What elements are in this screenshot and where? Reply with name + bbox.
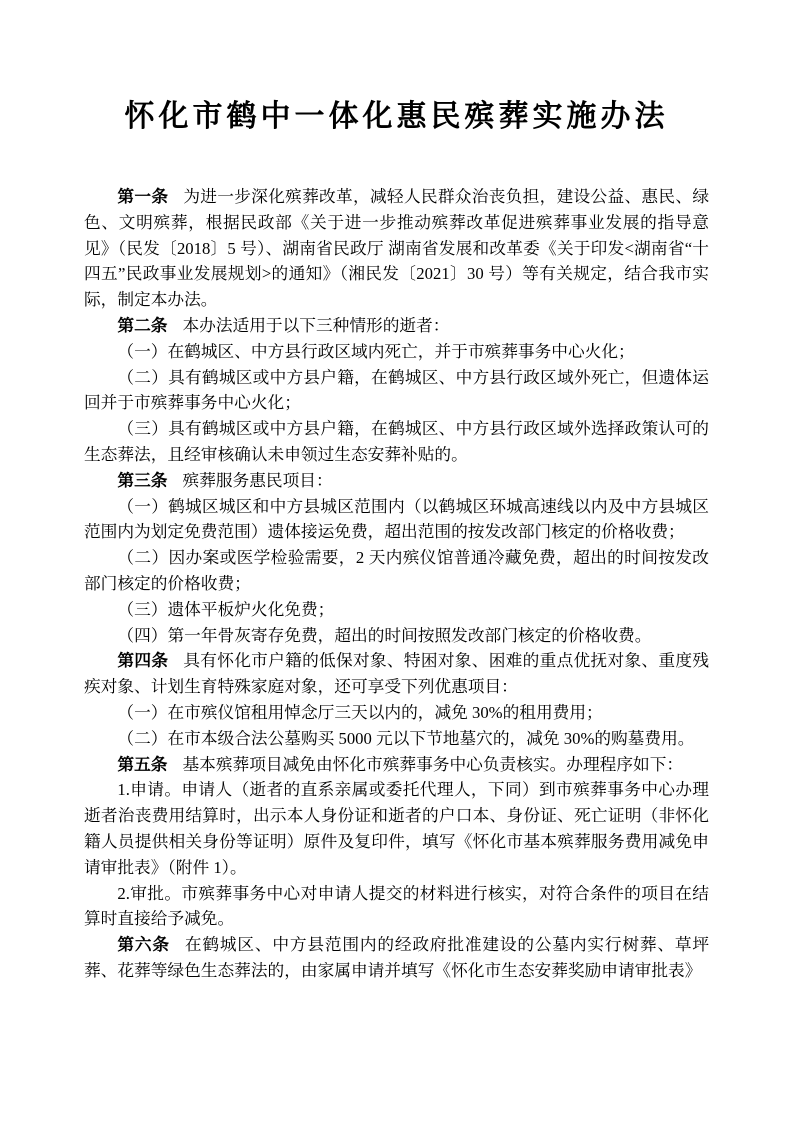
paragraph-text: （一）在鹤城区、中方县行政区域内死亡，并于市殡葬事务中心火化；	[117, 341, 635, 361]
paragraph	[84, 777, 709, 880]
paragraph-text: 为进一步深化殡葬改革，减轻人民群众治丧负担，建设公益、惠民、绿色、文明殡葬，根据民政部《关于进一步推动殡葬改革促进殡葬事业发展的指导意见》（民发〔2018〕5 号）、湖南省民政厅 湖南省发展和改革委《关于印发<湖南省“十四五”民政事业发展规划>的通知》（湘民发〔2021〕30 号）等有关规定，结合我市实际，制定本办法。	[84, 187, 710, 310]
article-number: 第二条	[117, 315, 168, 335]
document-body	[84, 184, 709, 984]
paragraph-text: （二）在市本级合法公墓购买 5000 元以下节地墓穴的，减免 30%的购墓费用。	[117, 728, 695, 748]
paragraph	[84, 339, 709, 365]
paragraph-text: 具有怀化市户籍的低保对象、特困对象、困难的重点优抚对象、重度残疾对象、计划生育特殊家庭对象，还可享受下列优惠项目：	[84, 651, 710, 697]
paragraph	[84, 700, 709, 726]
document-title: 怀化市鹤中一体化惠民殡葬实施办法	[124, 100, 669, 133]
paragraph-text: 殡葬服务惠民项目：	[182, 470, 333, 490]
paragraph-text: 1.申请。申请人（逝者的直系亲属或委托代理人，下同）到市殡葬事务中心办理逝者治丧费用结算时，出示本人身份证和逝者的户口本、身份证、死亡证明（非怀化籍人员提供相关身份等证明）原件及复印件，填写《怀化市基本殡葬服务费用减免申请审批表》（附件 1）。	[84, 780, 709, 877]
paragraph	[84, 184, 709, 313]
paragraph	[84, 726, 709, 752]
paragraph	[84, 468, 709, 494]
paragraph	[84, 365, 709, 417]
paragraph-text: 2.审批。市殡葬事务中心对申请人提交的材料进行核实，对符合条件的项目在结算时直接给予减免。	[84, 883, 709, 929]
paragraph-text: （三）具有鹤城区或中方县户籍，在鹤城区、中方县行政区域外选择政策认可的生态葬法，且经审核确认未申领过生态安葬补贴的。	[84, 419, 709, 464]
paragraph-text: 本办法适用于以下三种情形的逝者：	[182, 315, 450, 335]
paragraph	[84, 416, 709, 468]
paragraph	[84, 648, 709, 700]
paragraph	[84, 545, 709, 597]
paragraph	[84, 623, 709, 649]
paragraph-text: （一）鹤城区城区和中方县城区范围内（以鹤城区环城高速线以内及中方县城区范围内为划定免费范围）遗体接运免费，超出范围的按发改部门核定的价格收费；	[84, 496, 709, 542]
article-number: 第六条	[117, 935, 170, 955]
paragraph	[84, 313, 709, 339]
paragraph	[84, 752, 709, 778]
paragraph	[84, 597, 709, 623]
article-number: 第三条	[117, 470, 168, 490]
paragraph-text: （三）遗体平板炉火化免费；	[117, 599, 335, 619]
article-number: 第一条	[117, 187, 169, 206]
paragraph-text: 基本殡葬项目减免由怀化市殡葬事务中心负责核实。办理程序如下：	[182, 754, 684, 774]
article-number: 第五条	[117, 754, 168, 774]
paragraph-text: （四）第一年骨灰寄存免费，超出的时间按照发改部门核定的价格收费。	[117, 625, 652, 645]
paragraph-text: 在鹤城区、中方县范围内的经政府批准建设的公墓内实行树葬、草坪葬、花葬等绿色生态葬法的，由家属申请并填写《怀化市生态安葬奖励申请审批表》	[84, 935, 710, 980]
paragraph-text: （一）在市殡仪馆租用悼念厅三天以内的，减免 30%的租用费用；	[117, 702, 603, 722]
article-number: 第四条	[117, 651, 169, 671]
paragraph-text: （二）具有鹤城区或中方县户籍，在鹤城区、中方县行政区域外死亡，但遗体运回并于市殡葬事务中心火化；	[84, 367, 709, 413]
paragraph	[84, 494, 709, 546]
paragraph	[84, 932, 709, 984]
paragraph	[84, 881, 709, 933]
paragraph-text: （二）因办案或医学检验需要，2 天内殡仪馆普通冷藏免费，超出的时间按发改部门核定的价格收费；	[84, 548, 709, 593]
